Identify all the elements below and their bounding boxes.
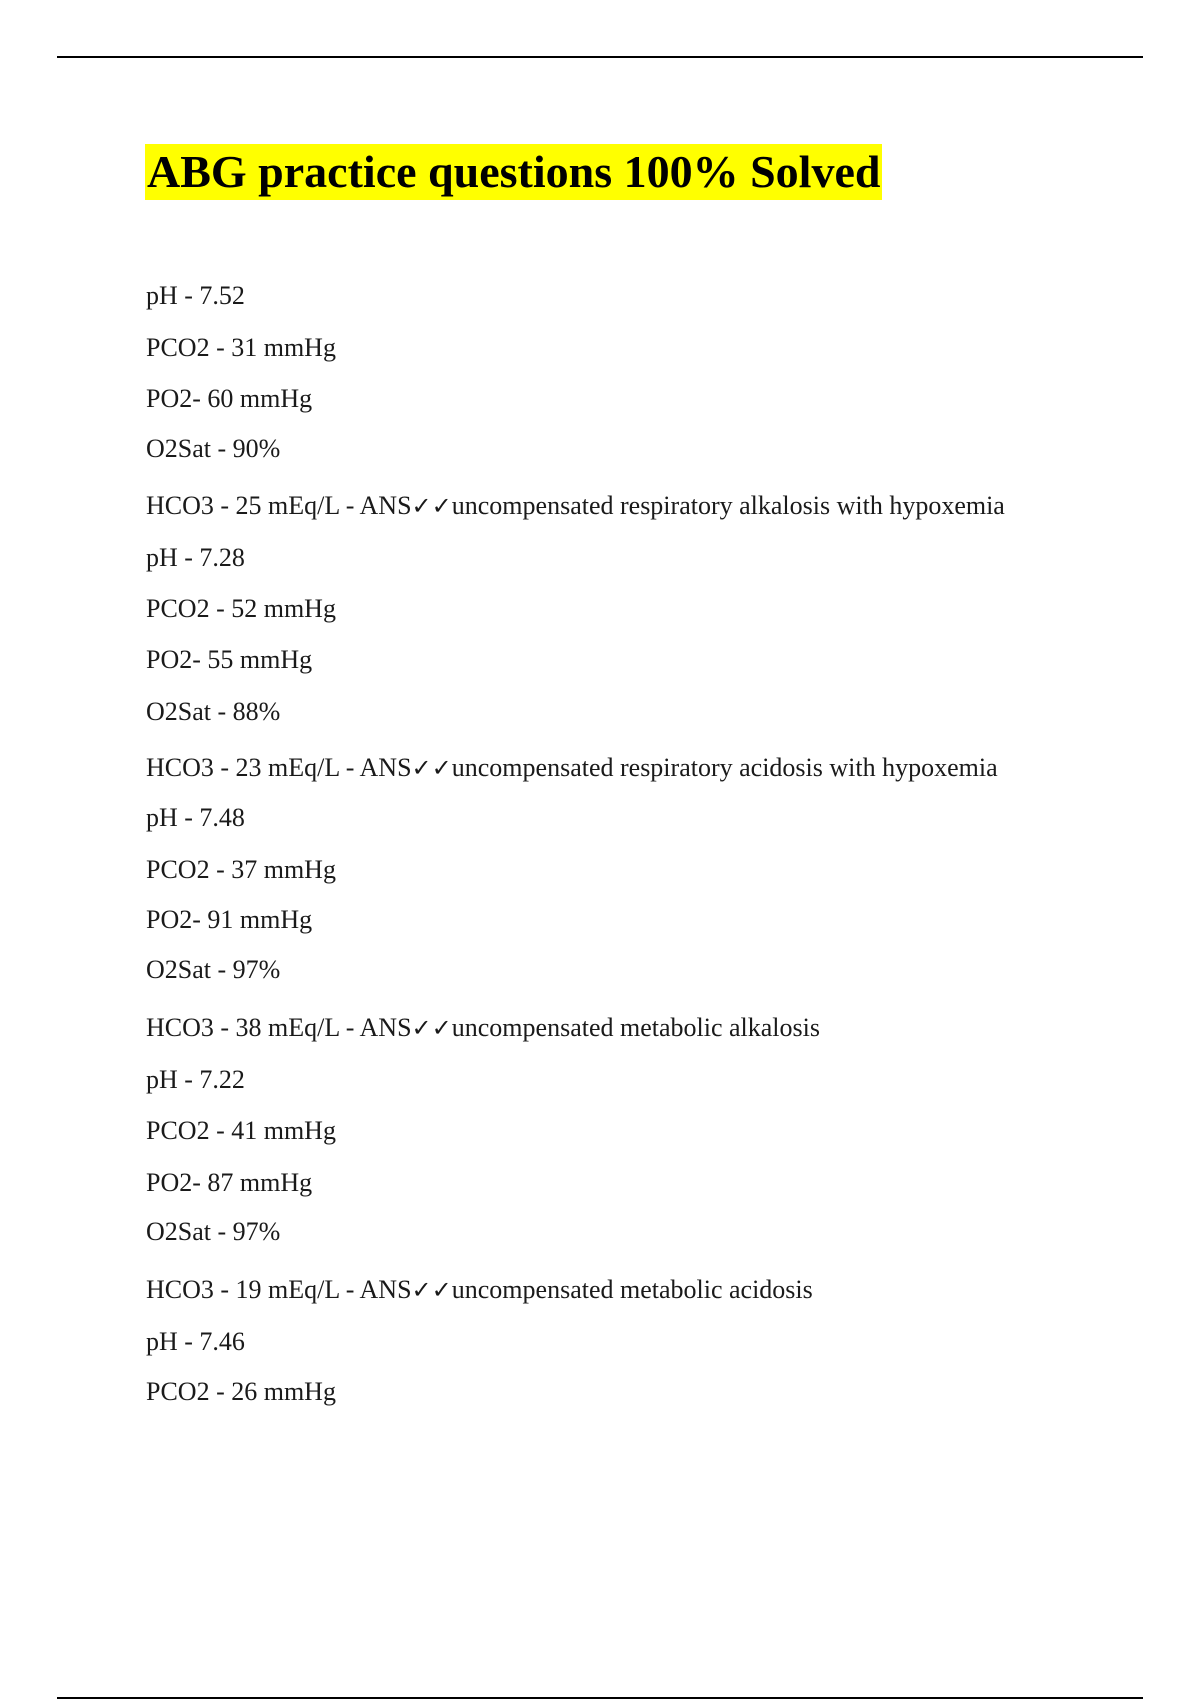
answer-prefix: ANS [359, 753, 412, 782]
hco3-text: HCO3 - 25 mEq/L - [146, 491, 360, 520]
footer-rule [57, 1697, 1143, 1699]
hco3-answer-line [146, 753, 998, 783]
answer-prefix: ANS [359, 1275, 412, 1304]
o2sat-line: O2Sat - 88% [146, 697, 281, 726]
check-marks-icon: ✓✓ [411, 1276, 452, 1304]
ph-line: pH - 7.46 [146, 1327, 245, 1356]
answer-text: uncompensated metabolic acidosis [451, 1275, 813, 1304]
hco3-answer-line [146, 1275, 813, 1305]
answer-text: uncompensated respiratory alkalosis with hypoxemia [451, 491, 1005, 520]
answer-prefix: ANS [359, 1013, 412, 1042]
pco2-line: PCO2 - 26 mmHg [146, 1377, 336, 1406]
ph-line: pH - 7.48 [146, 803, 245, 832]
pco2-line: PCO2 - 37 mmHg [146, 855, 336, 884]
pco2-line: PCO2 - 52 mmHg [146, 594, 336, 623]
answer-text: uncompensated metabolic alkalosis [451, 1013, 820, 1042]
check-marks-icon: ✓✓ [411, 754, 452, 782]
po2-line: PO2- 87 mmHg [146, 1168, 313, 1197]
pco2-line: PCO2 - 41 mmHg [146, 1116, 336, 1145]
po2-line: PO2- 55 mmHg [146, 645, 313, 674]
o2sat-line: O2Sat - 90% [146, 434, 281, 463]
hco3-text: HCO3 - 38 mEq/L - [146, 1013, 360, 1042]
ph-line: pH - 7.28 [146, 543, 245, 572]
hco3-text: HCO3 - 19 mEq/L - [146, 1275, 360, 1304]
check-marks-icon: ✓✓ [411, 492, 452, 520]
answer-prefix: ANS [359, 491, 412, 520]
pco2-line: PCO2 - 31 mmHg [146, 333, 336, 362]
po2-line: PO2- 60 mmHg [146, 384, 313, 413]
po2-line: PO2- 91 mmHg [146, 905, 313, 934]
header-rule [57, 56, 1143, 58]
hco3-answer-line [146, 491, 1005, 521]
answer-text: uncompensated respiratory acidosis with hypoxemia [451, 753, 998, 782]
o2sat-line: O2Sat - 97% [146, 955, 281, 984]
document-title: ABG practice questions 100% Solved [145, 144, 882, 200]
ph-line: pH - 7.52 [146, 281, 245, 310]
check-marks-icon: ✓✓ [411, 1014, 452, 1042]
ph-line: pH - 7.22 [146, 1065, 245, 1094]
o2sat-line: O2Sat - 97% [146, 1217, 281, 1246]
hco3-answer-line [146, 1013, 820, 1043]
hco3-text: HCO3 - 23 mEq/L - [146, 753, 360, 782]
